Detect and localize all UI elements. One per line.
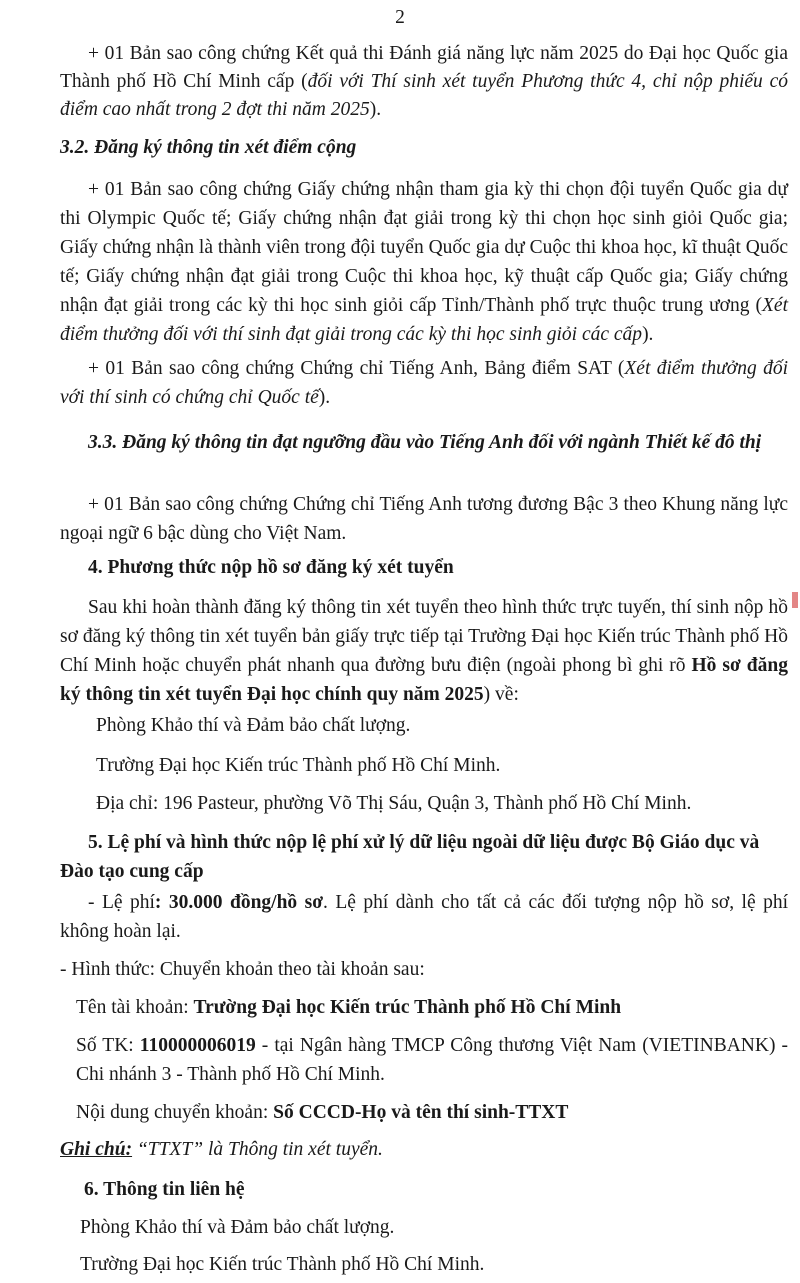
- fee-paragraph: [60, 888, 788, 946]
- paragraph-tail: ) về:: [483, 684, 519, 705]
- contact-school: Trường Đại học Kiến trúc Thành phố Hồ Chí Minh.: [80, 1254, 485, 1275]
- paragraph-dgnl-result: [60, 40, 788, 124]
- paragraph-english-sat: [60, 354, 788, 412]
- paragraph-text: + 01 Bản sao công chứng Chứng chỉ Tiếng Anh, Bảng điểm SAT (: [88, 358, 625, 379]
- fee-amount: : 30.000 đồng/hồ sơ: [154, 892, 324, 913]
- account-name: [76, 994, 621, 1022]
- heading-3-3: 3.3. Đăng ký thông tin đạt ngưỡng đầu vào Tiếng Anh đối với ngành Thiết kế đô thị: [88, 432, 762, 453]
- paragraph-italic: Xét điểm thưởng đối với thí sinh đạt giải trong các kỳ thi học sinh giỏi các cấp: [60, 295, 788, 345]
- account-name-label: Tên tài khoản:: [76, 997, 194, 1018]
- transfer-value: Số CCCD-Họ và tên thí sinh-TTXT: [273, 1102, 569, 1123]
- address-office: Phòng Khảo thí và Đảm bảo chất lượng.: [96, 715, 411, 736]
- account-name-value: Trường Đại học Kiến trúc Thành phố Hồ Chí Minh: [193, 997, 622, 1018]
- fee-lead: - Lệ phí: [88, 892, 155, 913]
- account-number-label: Số TK:: [76, 1035, 140, 1056]
- paragraph-italic: Xét điểm thưởng đối với thí sinh có chứng chỉ Quốc tế: [60, 358, 788, 408]
- heading-4: 4. Phương thức nộp hồ sơ đăng ký xét tuyển: [88, 557, 454, 578]
- transfer-content: [76, 1099, 568, 1127]
- paragraph-tail: ).: [318, 387, 331, 408]
- note-text: “TTXT” là Thông tin xét tuyển.: [132, 1139, 383, 1160]
- paragraph-bonus-certificates: [60, 175, 788, 349]
- paragraph-submission: [60, 593, 788, 709]
- paragraph-text: + 01 Bản sao công chứng Kết quả thi Đánh giá năng lực năm 2025 do Đại học Quốc gia Thành phố Hồ Chí Minh cấp (: [60, 43, 788, 92]
- fee-tail: . Lệ phí dành cho tất cả các đối tượng nộp hồ sơ, lệ phí không hoàn lại.: [60, 892, 788, 942]
- paragraph-tail: ).: [642, 324, 654, 345]
- paragraph-bold: Hồ sơ đăng ký thông tin xét tuyển Đại học chính quy năm 2025: [60, 655, 788, 705]
- heading-6: 6. Thông tin liên hệ: [84, 1179, 245, 1200]
- payment-method: - Hình thức: Chuyển khoản theo tài khoản sau:: [60, 959, 425, 980]
- paragraph-italic: đối với Thí sinh xét tuyển Phương thức 4, chỉ nộp phiếu có điểm cao nhất trong 2 đợt thi năm 2025: [60, 71, 788, 120]
- margin-mark: [792, 592, 798, 608]
- account-number: [76, 1031, 788, 1089]
- paragraph-tail: ).: [369, 99, 382, 120]
- account-number-value: 110000006019: [139, 1035, 256, 1056]
- heading-3-2: 3.2. Đăng ký thông tin xét điểm cộng: [60, 137, 357, 158]
- contact-office: Phòng Khảo thí và Đảm bảo chất lượng.: [80, 1217, 395, 1238]
- transfer-label: Nội dung chuyển khoản:: [76, 1102, 274, 1123]
- paragraph-text: + 01 Bản sao công chứng Giấy chứng nhận tham gia kỳ thi chọn đội tuyển Quốc gia dự thi Olympic Quốc tế; Giấy chứng nhận đạt giải trong kỳ thi chọn học sinh giỏi Quốc gia; Giấy chứng nhận là thành viên trong đội tuyển Quốc gia dự Cuộc thi khoa học, kĩ thuật Quốc tế; Giấy chứng nhận đạt giải trong Cuộc thi khoa học, kỹ thuật cấp Quốc gia; Giấy chứng nhận đạt giải trong các kỳ thi học sinh giỏi cấp Tỉnh/Thành phố trực thuộc trung ương (: [60, 179, 788, 316]
- page-number: 2: [395, 7, 405, 28]
- address-street: Địa chỉ: 196 Pasteur, phường Võ Thị Sáu, Quận 3, Thành phố Hồ Chí Minh.: [96, 793, 692, 814]
- note-label: Ghi chú:: [60, 1139, 133, 1160]
- paragraph-text: Sau khi hoàn thành đăng ký thông tin xét tuyển theo hình thức trực tuyến, thí sinh nộp hồ sơ đăng ký thông tin xét tuyển bản giấy trực tiếp tại Trường Đại học Kiến trúc Thành phố Hồ Chí Minh hoặc chuyển phát nhanh qua đường bưu điện (ngoài phong bì ghi rõ: [60, 597, 788, 676]
- paragraph-english-level3: + 01 Bản sao công chứng Chứng chỉ Tiếng Anh tương đương Bậc 3 theo Khung năng lực ngoại ngữ 6 bậc dùng cho Việt Nam.: [60, 494, 788, 544]
- address-school: Trường Đại học Kiến trúc Thành phố Hồ Chí Minh.: [96, 755, 501, 776]
- heading-5: 5. Lệ phí và hình thức nộp lệ phí xử lý dữ liệu ngoài dữ liệu được Bộ Giáo dục và Đào tạo cung cấp: [60, 832, 760, 882]
- note: [60, 1136, 383, 1164]
- account-number-bank: - tại Ngân hàng TMCP Công thương Việt Nam (VIETINBANK) - Chi nhánh 3 - Thành phố Hồ Chí Minh.: [76, 1035, 788, 1085]
